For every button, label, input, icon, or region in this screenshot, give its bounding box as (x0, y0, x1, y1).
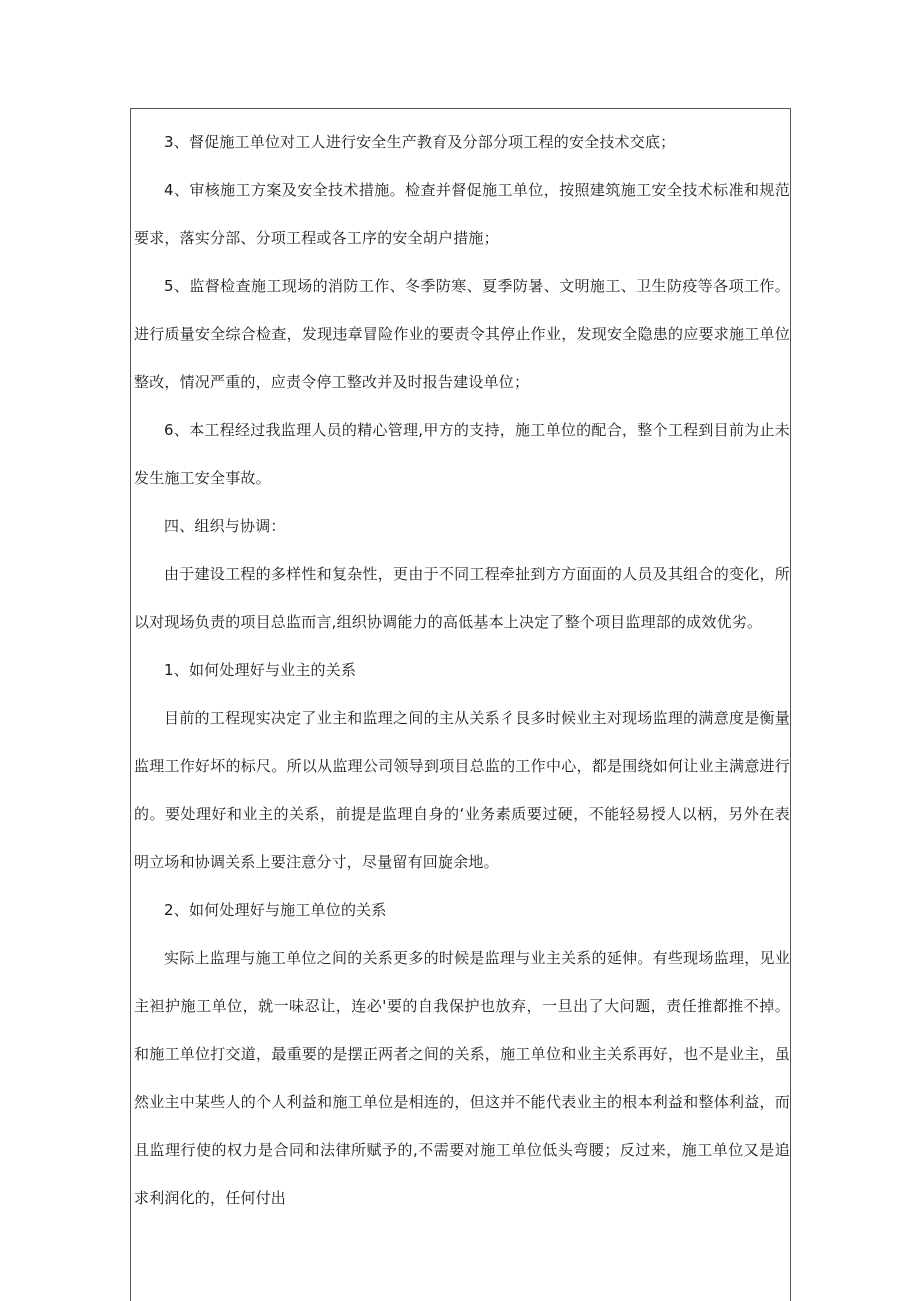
paragraph-coordination-intro: 由于建设工程的多样性和复杂性，更由于不同工程牵扯到方方面面的人员及其组合的变化，所以对现场负责的项目总监而言,组织协调能力的高低基本上决定了整个项目监理部的成效优劣。 (134, 565, 790, 631)
paragraph-owner-relations: 目前的工程现实决定了业主和监理之间的主从关系彳艮多时候业主对现场监理的满意度是衡量监理工作好坏的标尺。所以从监理公司领导到项目总监的工作中心，都是围绕如何让业主满意进行的。要处理好和业主的关系，前提是监理自身的‘业务素质要过硬，不能轻易授人以柄，另外在表明立场和协调关系上要注意分寸，尽量留有回旋余地。 (134, 709, 790, 871)
paragraph-contractor-relations: 实际上监理与施工单位之间的关系更多的时候是监理与业主关系的延伸。有些现场监理，见业主袒护施工单位，就一味忍让，连必'要的自我保护也放弃，一旦出了大问题，责任推都推不掉。和施工单位打交道，最重要的是摆正两者之间的关系，施工单位和业主关系再好，也不是业主，虽然业主中某些人的个人利益和施工单位是相连的，但这并不能代表业主的根本利益和整体利益，而且监理行使的权力是合同和法律所赋予的,不需要对施工单位低头弯腰；反过来，施工单位又是追求利润化的，任何付出 (134, 949, 790, 1207)
subheading-contractor-relations: 2、如何处理好与施工单位的关系 (164, 901, 387, 919)
paragraph-item-4-review-plans: 4、审核施工方案及安全技术措施。检查并督促施工单位，按照建筑施工安全技术标准和规范要求，落实分部、分项工程或各工序的安全胡户措施； (134, 181, 790, 247)
section-heading-coordination: 四、组织与协调： (164, 517, 286, 535)
paragraph-item-6-no-accidents: 6、本工程经过我监理人员的精心管理,甲方的支持，施工单位的配合，整个工程到目前为止未发生施工安全事故。 (134, 421, 790, 487)
paragraph-item-5-site-inspection: 5、监督检查施工现场的消防工作、冬季防寒、夏季防暑、文明施工、卫生防疫等各项工作。进行质量安全综合检查，发现违章冒险作业的要责令其停止作业，发现安全隐患的应要求施工单位整改，情况严重的，应责令停工整改并及时报告建设单位； (134, 277, 790, 391)
subheading-owner-relations: 1、如何处理好与业主的关系 (164, 661, 357, 679)
paragraph-item-3-safety-education: 3、督促施工单位对工人进行安全生产教育及分部分项工程的安全技术交底； (164, 133, 676, 151)
